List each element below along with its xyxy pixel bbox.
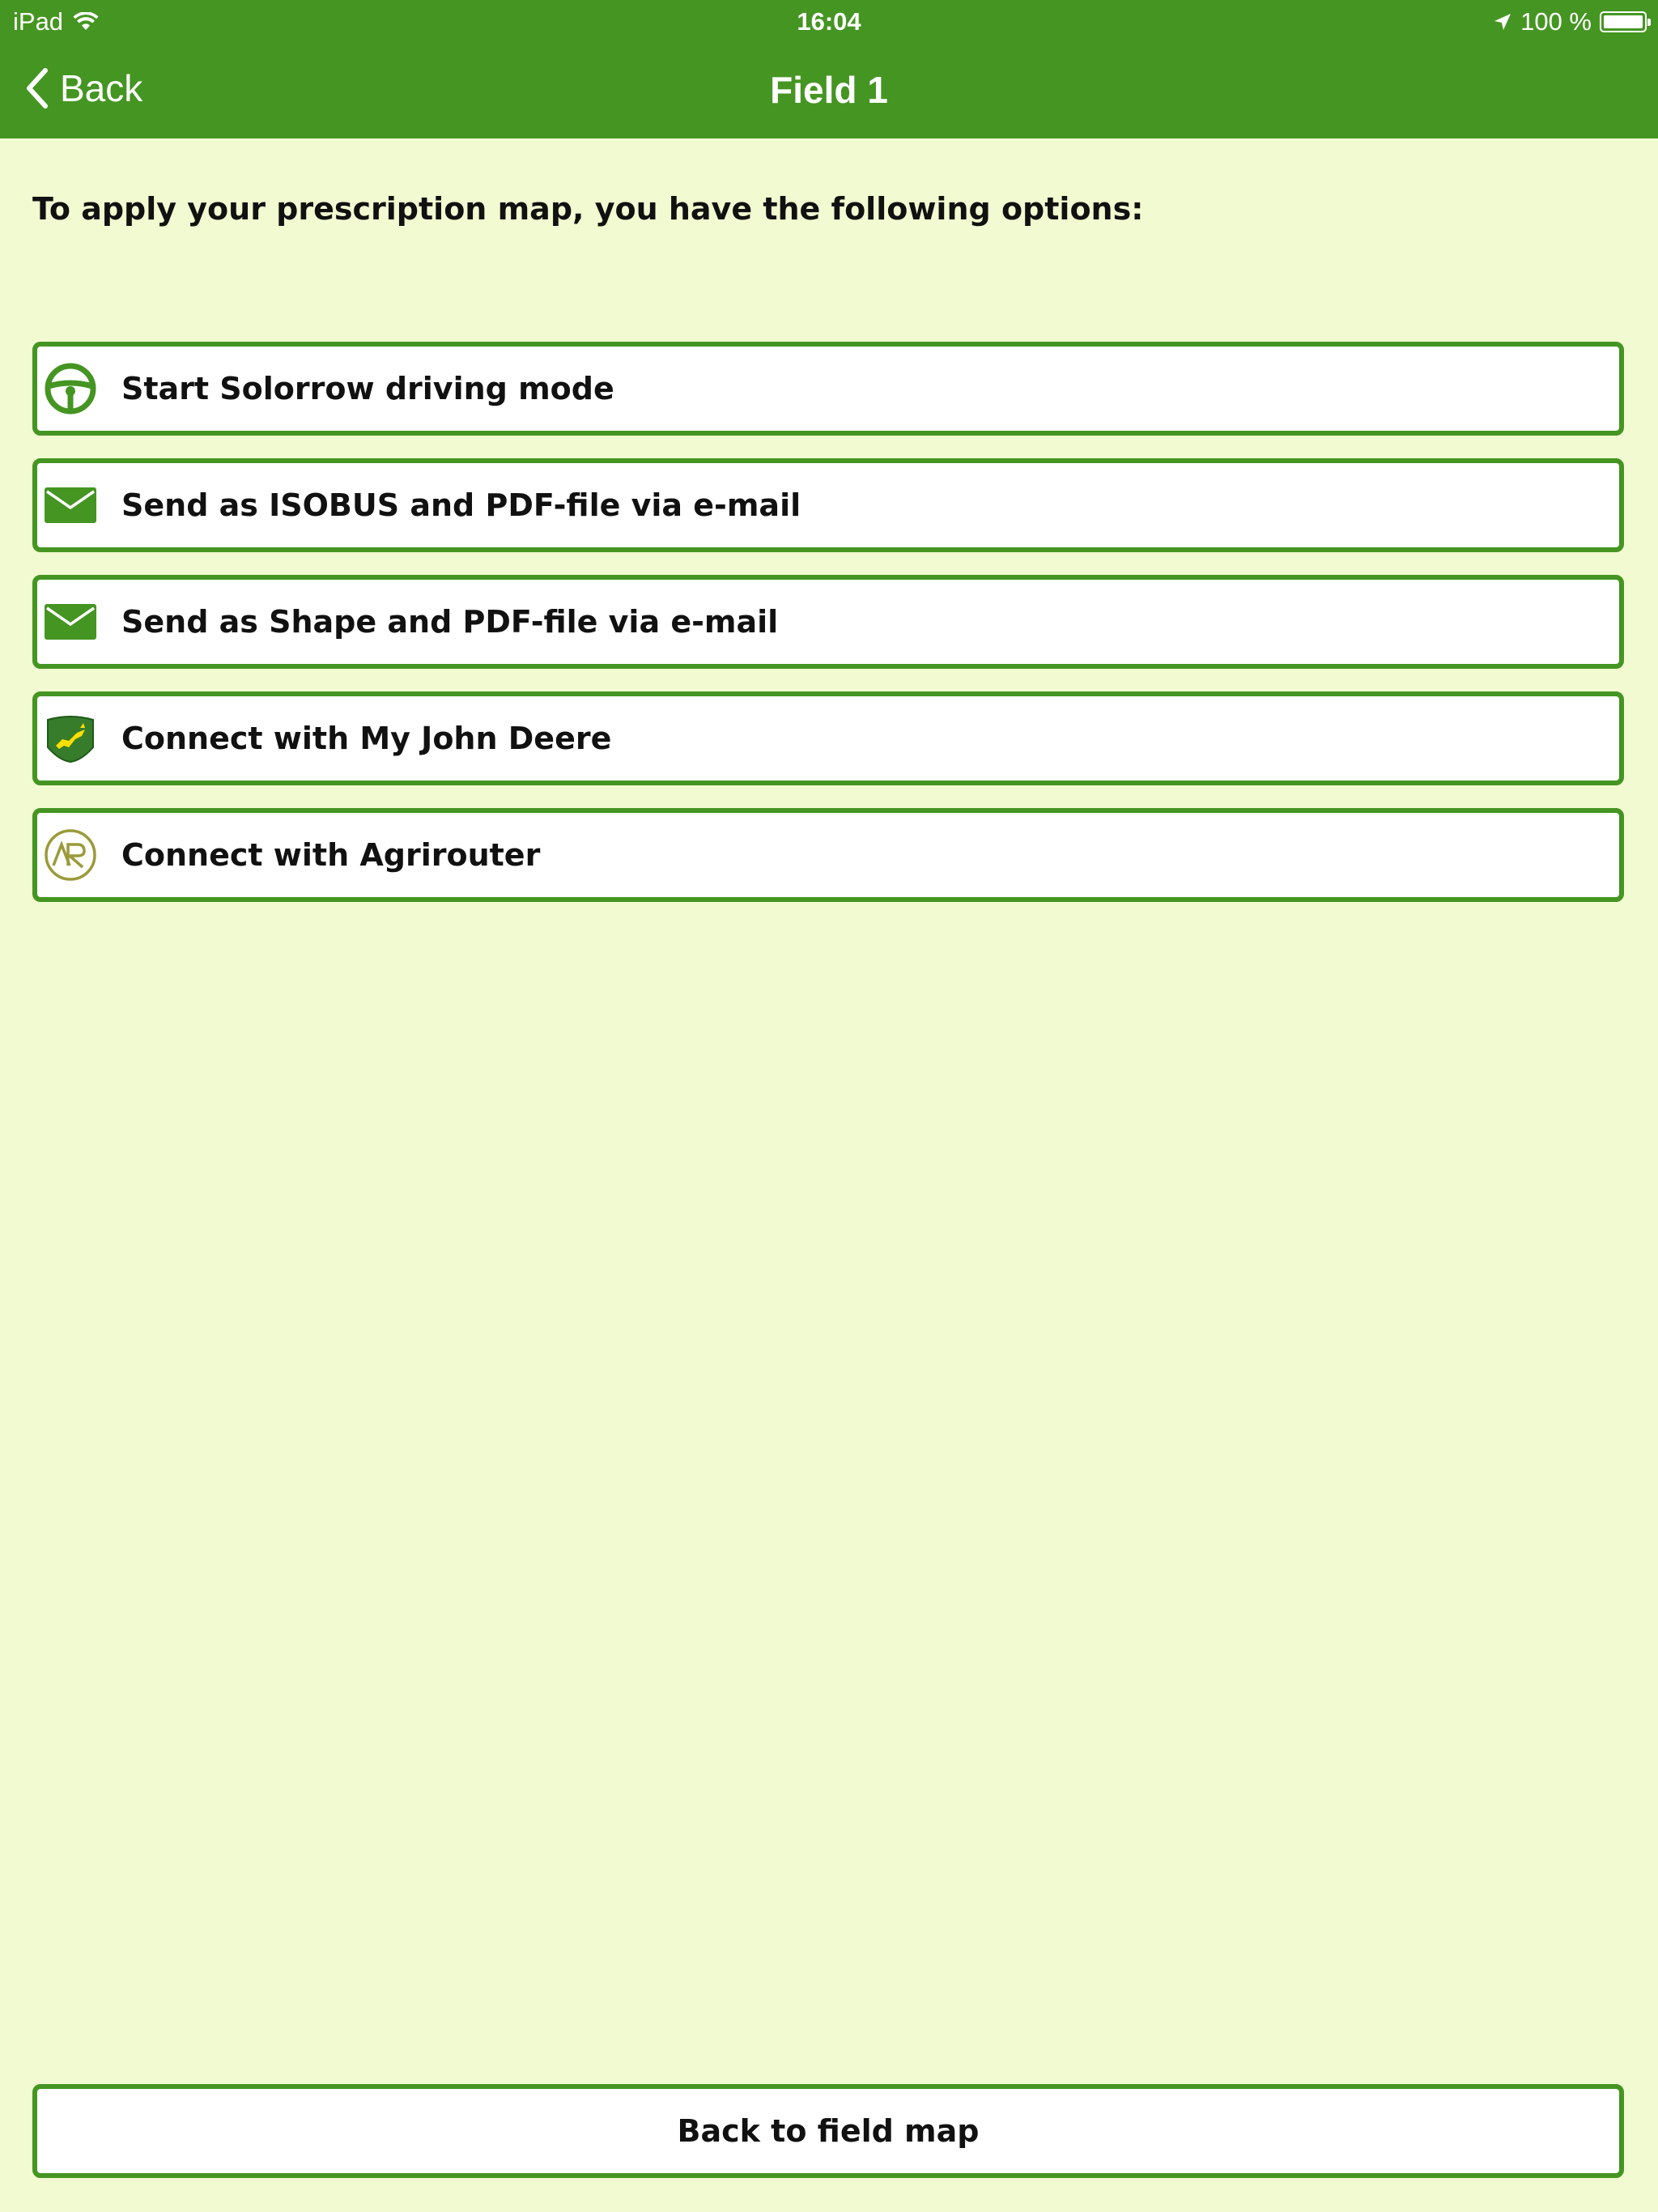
page-title: Field 1: [770, 69, 888, 111]
option-label: Connect with My John Deere: [121, 721, 612, 756]
agrirouter-logo-icon: [44, 828, 97, 882]
status-right: [1493, 7, 1647, 36]
nav-bar: [0, 44, 1658, 138]
device-name: iPad: [13, 7, 64, 36]
options-list: [32, 342, 1624, 925]
option-start-driving-mode[interactable]: [32, 342, 1624, 436]
option-connect-john-deere[interactable]: [32, 691, 1624, 785]
option-send-shape-pdf[interactable]: [32, 575, 1624, 669]
battery-percent: 100 %: [1520, 7, 1592, 36]
option-label: Send as ISOBUS and PDF-file via e-mail: [121, 487, 801, 523]
status-bar: [0, 0, 1658, 44]
envelope-icon: [44, 595, 97, 649]
battery-icon: [1600, 11, 1647, 32]
location-arrow-icon: [1493, 12, 1512, 32]
status-time: 16:04: [797, 7, 861, 36]
back-to-field-map-button[interactable]: Back to field map: [32, 2084, 1624, 2178]
option-label: Start Solorrow driving mode: [121, 371, 614, 406]
option-send-isobus-pdf[interactable]: [32, 458, 1624, 552]
option-connect-agrirouter[interactable]: [32, 808, 1624, 902]
option-label: Send as Shape and PDF-file via e-mail: [121, 604, 779, 640]
top-bar: [0, 0, 1658, 138]
john-deere-logo-icon: [44, 712, 97, 765]
steering-wheel-icon: [44, 362, 97, 415]
back-label: Back: [60, 67, 143, 109]
option-label: Connect with Agrirouter: [121, 837, 541, 873]
intro-text: To apply your prescription map, you have the following options:: [32, 191, 1144, 227]
envelope-icon: [44, 479, 97, 532]
